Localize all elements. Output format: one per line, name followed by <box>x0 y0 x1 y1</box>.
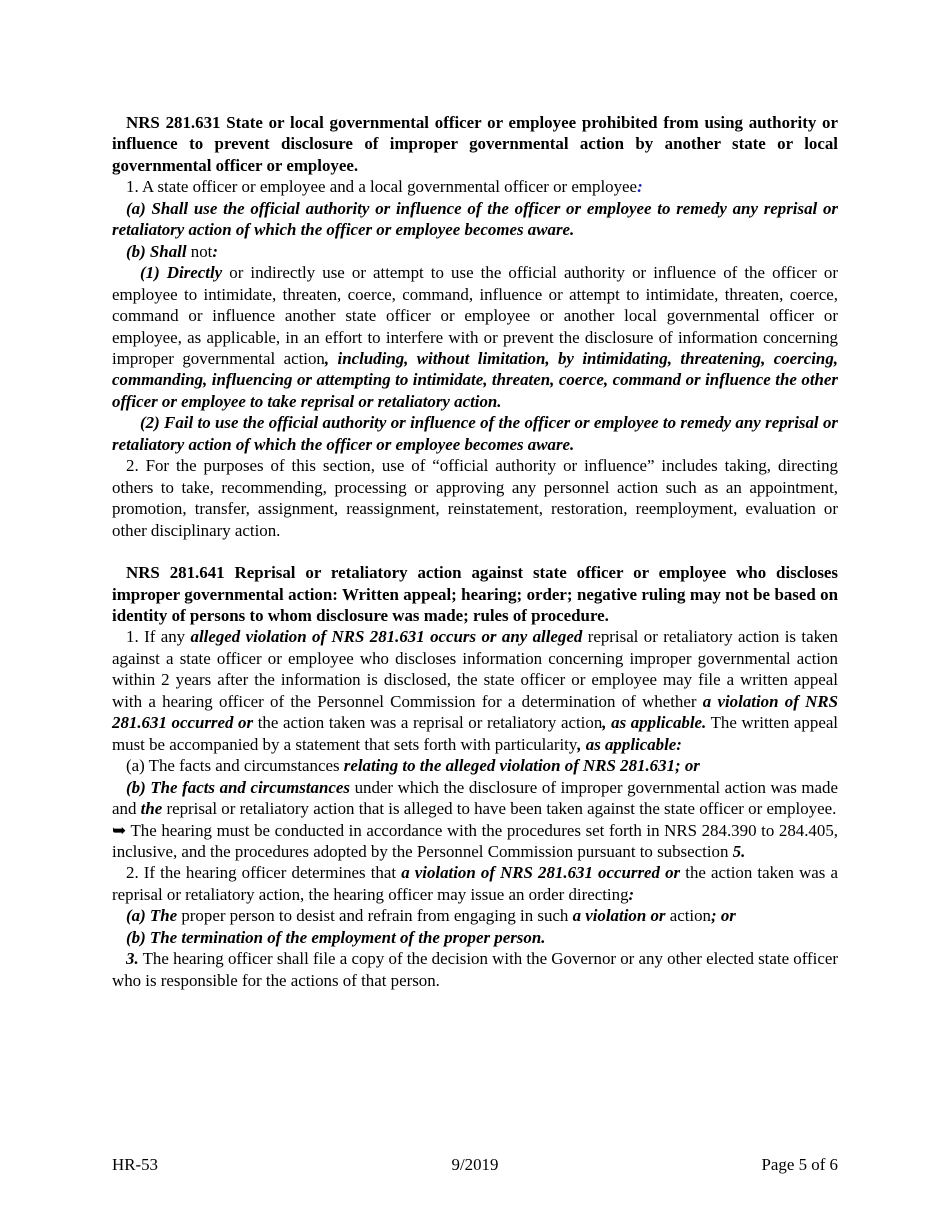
page-footer <box>112 1154 838 1176</box>
section-spacer <box>112 541 838 562</box>
paragraph-a: (a) Shall use the official authority or influence of the officer or employee to remedy any reprisal or retaliatory action of which the officer or employee becomes aware. <box>112 198 838 240</box>
b-the: the <box>140 799 163 819</box>
s3-number: 3. <box>126 949 139 969</box>
section-heading-281-641: NRS 281.641 Reprisal or retaliatory action against state officer or employee who discloses improper governmental action: Written appeal; hearing; order; negative ruling may not be based on identity of persons to whom disclosure was made; rules of procedure. <box>112 563 838 625</box>
b-label: (b) The facts and circumstances <box>126 777 350 797</box>
s3-text: The hearing officer shall file a copy of the decision with the Governor or any other elected state officer who is responsible for the actions of that person. <box>112 949 838 990</box>
s2-text-a: 2. If the hearing officer determines that <box>126 863 402 883</box>
hearing-text: The hearing must be conducted in accordance with the procedures set forth in NRS 284.390 to 284.405, inclusive, and the procedures adopted by the Personnel Commission pursuant to subsection <box>112 820 838 861</box>
s2-text-c: the action taken was a reprisal or retaliatory action, the hearing officer may issue an order directing <box>112 863 838 904</box>
s2a-text: proper person to desist and refrain from engaging in such <box>177 906 573 926</box>
s2a-added: a violation or <box>572 906 666 926</box>
subsection-3 <box>112 948 838 991</box>
subsection-1-colon: : <box>637 177 643 197</box>
s1-text-e: the action taken was a reprisal or retaliatory action <box>253 713 603 733</box>
document-body <box>112 112 838 991</box>
subparagraph-1-label: (1) Directly <box>140 263 223 283</box>
s2-colon: : <box>628 884 635 904</box>
arrow-icon: ➥ <box>112 820 127 840</box>
hearing-paragraph <box>112 820 838 863</box>
subparagraph-1-added: , including, without limitation, by intimidating, threatening, coercing, commanding, influencing or attempting to intimidate, threaten, coerce, command or influence the other officer or employee to take reprisal or retaliatory action. <box>112 348 838 411</box>
subsection-2: 2. For the purposes of this section, use of “official authority or influence” includes taking, directing others to take, recommending, processing or approving any personnel action such as an appointment, promotion, transfer, assignment, reassignment, reinstatement, restoration, reemployment, evaluation or other disciplinary action. <box>112 456 838 540</box>
subsection-2 <box>112 862 838 905</box>
subparagraph-1-text: or indirectly use or attempt to use the official authority or influence of the officer or employee to intimidate, threaten, coerce, command, influence or attempt to intimidate, threaten, coerce, command or influence another state officer or employee or another local governmental officer or employee, as applicable, in an effort to interfere with or prevent the disclosure of information concerning improper governmental action <box>112 263 838 368</box>
paragraph-b-label: (b) Shall <box>126 241 187 261</box>
paragraph-b-not: not <box>186 241 213 261</box>
s1-added-b: alleged violation of NRS 281.631 occurs or any alleged <box>190 627 583 647</box>
s1-added-d: a violation of NRS 281.631 occurred or <box>112 691 838 733</box>
s1-text-a: 1. If any <box>126 627 191 647</box>
s2-added-b: a violation of NRS 281.631 occurred or <box>401 863 681 883</box>
paragraph-a <box>112 755 838 776</box>
footer-form-id: HR-53 <box>112 1155 158 1174</box>
subparagraph-1 <box>112 262 838 412</box>
subsection-1 <box>112 626 838 755</box>
s2a-label: (a) The <box>126 906 178 926</box>
paragraph-b-colon: : <box>212 241 218 261</box>
subparagraph-2: (2) Fail to use the official authority or influence of the officer or employee to remedy any reprisal or retaliatory action of which the officer or employee becomes aware. <box>112 413 838 454</box>
paragraph-b <box>112 777 838 820</box>
footer-date: 9/2019 <box>451 1155 499 1174</box>
footer-page-number: Page 5 of 6 <box>761 1155 838 1174</box>
subsection-1-text: 1. A state officer or employee and a local governmental officer or employee <box>126 177 638 197</box>
s1-text-c: reprisal or retaliatory action is taken against a state officer or employee who discloses information concerning improper governmental action within 2 years after the information is disclosed, the state officer or employee may file a written appeal with a hearing officer of the Personnel Commission for a determination of whether <box>112 627 838 711</box>
subsection-1 <box>112 176 838 197</box>
order-paragraph-a <box>112 905 838 926</box>
a-text: (a) The facts and circumstances <box>126 756 344 776</box>
hearing-subsection-number: 5. <box>732 841 746 861</box>
order-paragraph-b: (b) The termination of the employment of the proper person. <box>126 927 546 947</box>
paragraph-b <box>112 241 838 262</box>
b-text-1: under which the disclosure of improper governmental action was made and <box>112 777 838 819</box>
s2a-or: ; or <box>710 906 736 926</box>
s1-text-g: The written appeal must be accompanied by a statement that sets forth with particularity <box>112 713 839 754</box>
s2a-action: action <box>665 906 711 926</box>
s1-added-h: , as applicable: <box>577 734 682 754</box>
section-heading-281-631: NRS 281.631 State or local governmental officer or employee prohibited from using authority or influence to prevent disclosure of improper governmental action by another state or local governmental officer or employee. <box>112 113 838 175</box>
s1-added-f: , as applicable. <box>602 713 707 733</box>
a-added: relating to the alleged violation of NRS 281.631; or <box>343 756 700 776</box>
b-text-2: reprisal or retaliatory action that is alleged to have been taken against the state officer or employee. <box>162 799 837 819</box>
